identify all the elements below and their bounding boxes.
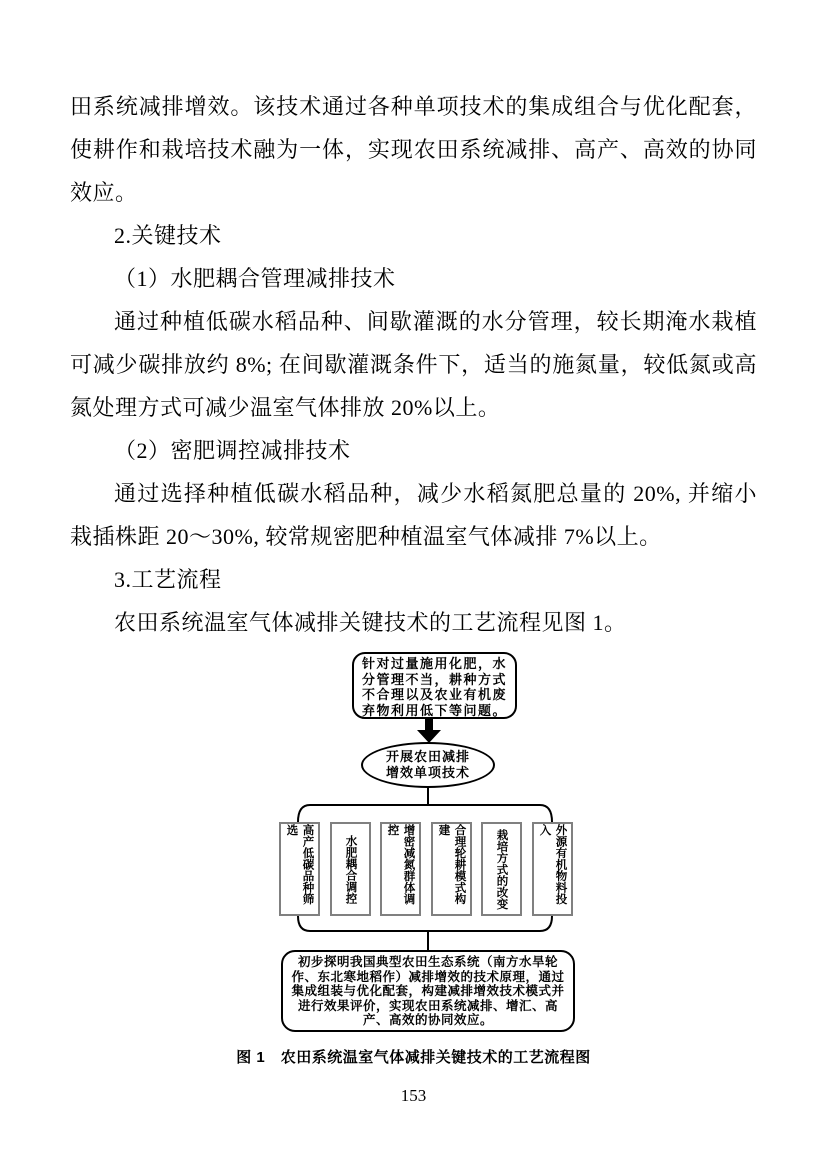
subheading-technique-1: （1）水肥耦合管理减排技术 (114, 266, 396, 291)
page-number: 153 (400, 1086, 427, 1105)
ellipse-text-line2: 增效单项技术 (385, 765, 470, 780)
heading-key-technologies: 2.关键技术 (114, 223, 222, 248)
flowchart-tech-box-1: 高产低碳品种筛选 (279, 822, 320, 916)
paragraph-technique-1: 通过种植低碳水稻品种、间歇灌溉的水分管理，较长期淹水栽植可减少碳排放约 8%; 在间歇灌溉条件下，适当的施氮量，较低氮或高氮处理方式可减少温室气体排放 20%以上。 (70, 309, 757, 420)
top-bracket-line (298, 805, 552, 822)
flowchart-tech-box-5: 栽培方式的改变 (481, 822, 522, 916)
flowchart-tech-box-3: 增密减氮群体调控 (380, 822, 421, 916)
flowchart-result-box: 初步探明我国典型农田生态系统（南方水旱轮作、东北寒地稻作）减排增效的技术原理，通过集成组装与优化配套，构建减排增效技术模式并进行效果评价，实现农田系统减排、增汇、高产、高效的协同效应。 (281, 950, 575, 1032)
bottom-bracket-line (298, 916, 552, 931)
down-arrow-icon (417, 719, 441, 743)
body-text (70, 85, 757, 644)
flowchart-tech-box-4: 合理轮耕模式构建 (431, 822, 472, 916)
continued-paragraph: 田系统减排增效。该技术通过各种单项技术的集成组合与优化配套，使耕作和栽培技术融为一体，实现农田系统减排、高产、高效的协同效应。 (70, 94, 757, 205)
flowchart-figure-1 (0, 650, 827, 1045)
subheading-technique-2: （2）密肥调控减排技术 (114, 438, 351, 463)
paragraph-figure-reference: 农田系统温室气体减排关键技术的工艺流程见图 1。 (114, 610, 627, 635)
figure-caption: 图 1 农田系统温室气体减排关键技术的工艺流程图 (236, 1049, 591, 1066)
heading-process-flow: 3.工艺流程 (114, 567, 222, 592)
ellipse-text-line1: 开展农田减排 (385, 749, 470, 764)
flowchart-tech-box-2: 水肥耦合调控 (330, 822, 371, 916)
flowchart-tech-box-6: 外源有机物料投入 (532, 822, 573, 916)
paragraph-technique-2: 通过选择种植低碳水稻品种，减少水稻氮肥总量的 20%, 并缩小栽插株距 20～30%, 较常规密肥种植温室气体减排 7%以上。 (70, 481, 757, 549)
flowchart-problem-box: 针对过量施用化肥，水分管理不当，耕种方式不合理以及农业有机废弃物利用低下等问题。 (352, 652, 517, 719)
flowchart-ellipse (361, 742, 495, 788)
